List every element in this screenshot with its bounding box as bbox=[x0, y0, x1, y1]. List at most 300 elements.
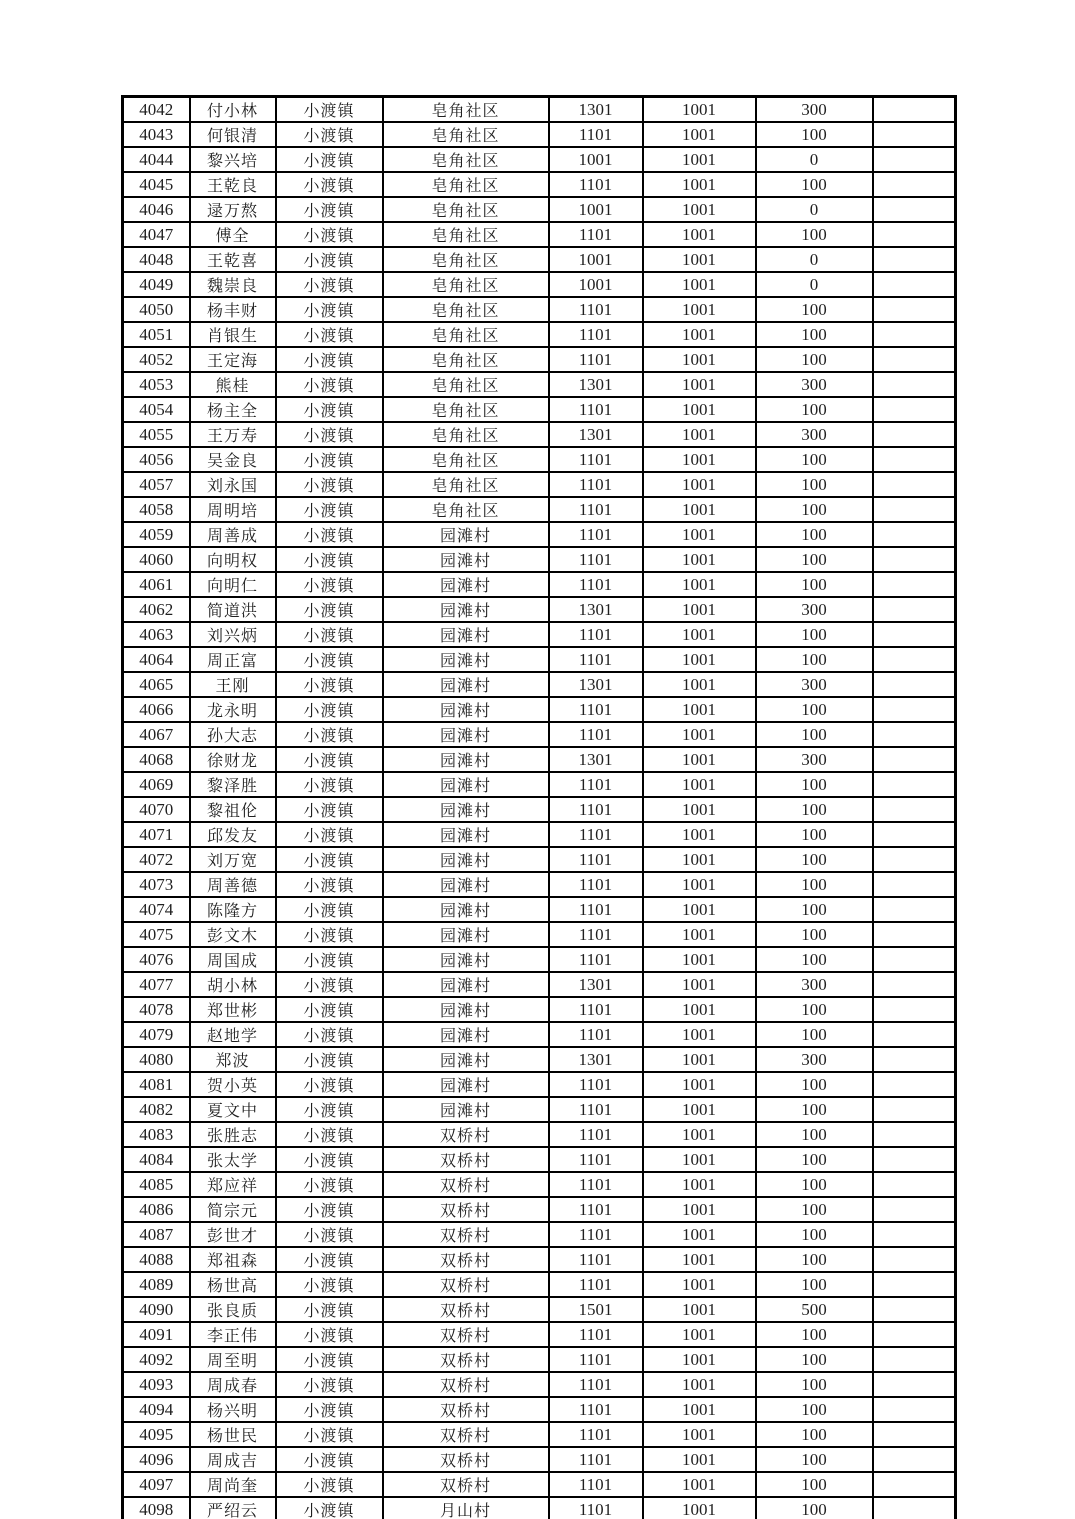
cell-value-2: 1001 bbox=[643, 397, 756, 422]
cell-town: 小渡镇 bbox=[276, 1197, 383, 1222]
cell-value-2: 1001 bbox=[643, 1072, 756, 1097]
cell-town: 小渡镇 bbox=[276, 822, 383, 847]
cell-person-name: 孙大志 bbox=[190, 722, 276, 747]
cell-empty bbox=[873, 1047, 956, 1072]
cell-value-2: 1001 bbox=[643, 1472, 756, 1497]
cell-value-2: 1001 bbox=[643, 822, 756, 847]
cell-serial-number: 4095 bbox=[123, 1422, 190, 1447]
cell-value-3: 500 bbox=[756, 1297, 873, 1322]
cell-value-3: 100 bbox=[756, 222, 873, 247]
cell-empty bbox=[873, 1097, 956, 1122]
cell-person-name: 杨丰财 bbox=[190, 297, 276, 322]
cell-person-name: 周善德 bbox=[190, 872, 276, 897]
cell-value-1: 1101 bbox=[549, 847, 643, 872]
cell-serial-number: 4084 bbox=[123, 1147, 190, 1172]
cell-value-3: 100 bbox=[756, 1397, 873, 1422]
cell-village: 双桥村 bbox=[383, 1397, 549, 1422]
cell-value-2: 1001 bbox=[643, 622, 756, 647]
cell-empty bbox=[873, 97, 956, 123]
table-row bbox=[123, 1122, 956, 1147]
table-row bbox=[123, 747, 956, 772]
table-row bbox=[123, 772, 956, 797]
cell-empty bbox=[873, 222, 956, 247]
cell-person-name: 王刚 bbox=[190, 672, 276, 697]
cell-person-name: 郑世彬 bbox=[190, 997, 276, 1022]
cell-town: 小渡镇 bbox=[276, 1272, 383, 1297]
cell-empty bbox=[873, 897, 956, 922]
cell-empty bbox=[873, 1072, 956, 1097]
cell-value-1: 1101 bbox=[549, 447, 643, 472]
cell-empty bbox=[873, 647, 956, 672]
cell-village: 园滩村 bbox=[383, 797, 549, 822]
cell-village: 园滩村 bbox=[383, 947, 549, 972]
cell-value-2: 1001 bbox=[643, 1397, 756, 1422]
cell-person-name: 彭世才 bbox=[190, 1222, 276, 1247]
cell-value-2: 1001 bbox=[643, 1372, 756, 1397]
cell-empty bbox=[873, 1172, 956, 1197]
cell-village: 月山村 bbox=[383, 1497, 549, 1519]
cell-serial-number: 4076 bbox=[123, 947, 190, 972]
cell-empty bbox=[873, 522, 956, 547]
cell-value-2: 1001 bbox=[643, 1172, 756, 1197]
cell-value-3: 100 bbox=[756, 922, 873, 947]
table-row bbox=[123, 147, 956, 172]
cell-value-2: 1001 bbox=[643, 797, 756, 822]
table-row bbox=[123, 897, 956, 922]
cell-person-name: 杨世民 bbox=[190, 1422, 276, 1447]
cell-town: 小渡镇 bbox=[276, 397, 383, 422]
cell-person-name: 黎泽胜 bbox=[190, 772, 276, 797]
cell-value-2: 1001 bbox=[643, 1247, 756, 1272]
cell-serial-number: 4074 bbox=[123, 897, 190, 922]
cell-town: 小渡镇 bbox=[276, 1172, 383, 1197]
cell-person-name: 杨主全 bbox=[190, 397, 276, 422]
cell-serial-number: 4051 bbox=[123, 322, 190, 347]
cell-empty bbox=[873, 1422, 956, 1447]
cell-empty bbox=[873, 247, 956, 272]
cell-town: 小渡镇 bbox=[276, 847, 383, 872]
cell-value-1: 1101 bbox=[549, 572, 643, 597]
cell-value-1: 1101 bbox=[549, 1147, 643, 1172]
cell-serial-number: 4088 bbox=[123, 1247, 190, 1272]
cell-empty bbox=[873, 197, 956, 222]
table-row bbox=[123, 972, 956, 997]
cell-value-2: 1001 bbox=[643, 1347, 756, 1372]
cell-serial-number: 4062 bbox=[123, 597, 190, 622]
cell-village: 园滩村 bbox=[383, 1022, 549, 1047]
cell-serial-number: 4060 bbox=[123, 547, 190, 572]
cell-value-3: 100 bbox=[756, 622, 873, 647]
table-row bbox=[123, 1272, 956, 1297]
beneficiary-table bbox=[121, 95, 957, 1519]
cell-value-3: 100 bbox=[756, 697, 873, 722]
cell-person-name: 龙永明 bbox=[190, 697, 276, 722]
cell-person-name: 吴金良 bbox=[190, 447, 276, 472]
table-row bbox=[123, 222, 956, 247]
cell-value-1: 1101 bbox=[549, 1397, 643, 1422]
cell-value-2: 1001 bbox=[643, 297, 756, 322]
cell-town: 小渡镇 bbox=[276, 647, 383, 672]
cell-value-1: 1101 bbox=[549, 1122, 643, 1147]
cell-village: 园滩村 bbox=[383, 872, 549, 897]
cell-person-name: 陈隆方 bbox=[190, 897, 276, 922]
cell-value-2: 1001 bbox=[643, 1147, 756, 1172]
cell-village: 园滩村 bbox=[383, 722, 549, 747]
cell-serial-number: 4097 bbox=[123, 1472, 190, 1497]
cell-town: 小渡镇 bbox=[276, 722, 383, 747]
cell-value-1: 1101 bbox=[549, 322, 643, 347]
cell-town: 小渡镇 bbox=[276, 497, 383, 522]
table-row bbox=[123, 1422, 956, 1447]
cell-village: 园滩村 bbox=[383, 772, 549, 797]
cell-value-2: 1001 bbox=[643, 747, 756, 772]
cell-person-name: 郑波 bbox=[190, 1047, 276, 1072]
cell-village: 皂角社区 bbox=[383, 222, 549, 247]
cell-value-3: 100 bbox=[756, 547, 873, 572]
cell-value-2: 1001 bbox=[643, 922, 756, 947]
cell-value-2: 1001 bbox=[643, 1197, 756, 1222]
cell-value-3: 100 bbox=[756, 1347, 873, 1372]
cell-value-3: 100 bbox=[756, 797, 873, 822]
table-row bbox=[123, 1447, 956, 1472]
cell-value-3: 100 bbox=[756, 497, 873, 522]
cell-village: 园滩村 bbox=[383, 922, 549, 947]
table-row bbox=[123, 1372, 956, 1397]
cell-value-1: 1101 bbox=[549, 497, 643, 522]
cell-value-3: 100 bbox=[756, 297, 873, 322]
cell-empty bbox=[873, 1272, 956, 1297]
cell-person-name: 肖银生 bbox=[190, 322, 276, 347]
cell-empty bbox=[873, 922, 956, 947]
cell-town: 小渡镇 bbox=[276, 222, 383, 247]
cell-empty bbox=[873, 947, 956, 972]
cell-serial-number: 4087 bbox=[123, 1222, 190, 1247]
cell-village: 双桥村 bbox=[383, 1447, 549, 1472]
cell-serial-number: 4064 bbox=[123, 647, 190, 672]
cell-value-2: 1001 bbox=[643, 772, 756, 797]
cell-village: 皂角社区 bbox=[383, 147, 549, 172]
table-row bbox=[123, 1147, 956, 1172]
cell-serial-number: 4048 bbox=[123, 247, 190, 272]
cell-value-2: 1001 bbox=[643, 647, 756, 672]
table-row bbox=[123, 722, 956, 747]
cell-town: 小渡镇 bbox=[276, 247, 383, 272]
table-row bbox=[123, 822, 956, 847]
cell-town: 小渡镇 bbox=[276, 1447, 383, 1472]
cell-empty bbox=[873, 1472, 956, 1497]
cell-value-2: 1001 bbox=[643, 147, 756, 172]
cell-village: 皂角社区 bbox=[383, 247, 549, 272]
cell-village: 皂角社区 bbox=[383, 122, 549, 147]
cell-person-name: 黎祖伦 bbox=[190, 797, 276, 822]
cell-town: 小渡镇 bbox=[276, 1097, 383, 1122]
table-row bbox=[123, 647, 956, 672]
cell-town: 小渡镇 bbox=[276, 122, 383, 147]
cell-value-3: 100 bbox=[756, 1022, 873, 1047]
cell-value-2: 1001 bbox=[643, 247, 756, 272]
cell-serial-number: 4058 bbox=[123, 497, 190, 522]
table-row bbox=[123, 1397, 956, 1422]
cell-value-3: 100 bbox=[756, 997, 873, 1022]
cell-empty bbox=[873, 1297, 956, 1322]
cell-value-1: 1301 bbox=[549, 422, 643, 447]
cell-empty bbox=[873, 122, 956, 147]
cell-serial-number: 4043 bbox=[123, 122, 190, 147]
cell-town: 小渡镇 bbox=[276, 347, 383, 372]
cell-person-name: 张良质 bbox=[190, 1297, 276, 1322]
cell-person-name: 张太学 bbox=[190, 1147, 276, 1172]
cell-empty bbox=[873, 447, 956, 472]
cell-person-name: 彭文木 bbox=[190, 922, 276, 947]
cell-empty bbox=[873, 272, 956, 297]
cell-person-name: 何银清 bbox=[190, 122, 276, 147]
table-row bbox=[123, 597, 956, 622]
cell-empty bbox=[873, 1372, 956, 1397]
cell-village: 皂角社区 bbox=[383, 497, 549, 522]
cell-village: 园滩村 bbox=[383, 822, 549, 847]
cell-person-name: 郑祖森 bbox=[190, 1247, 276, 1272]
cell-person-name: 周成春 bbox=[190, 1372, 276, 1397]
table-row bbox=[123, 397, 956, 422]
cell-town: 小渡镇 bbox=[276, 922, 383, 947]
cell-person-name: 刘兴炳 bbox=[190, 622, 276, 647]
table-row bbox=[123, 322, 956, 347]
cell-serial-number: 4094 bbox=[123, 1397, 190, 1422]
cell-person-name: 王乾良 bbox=[190, 172, 276, 197]
cell-value-3: 100 bbox=[756, 822, 873, 847]
cell-value-3: 100 bbox=[756, 1247, 873, 1272]
cell-empty bbox=[873, 1122, 956, 1147]
table-row bbox=[123, 247, 956, 272]
cell-town: 小渡镇 bbox=[276, 372, 383, 397]
cell-serial-number: 4081 bbox=[123, 1072, 190, 1097]
cell-village: 双桥村 bbox=[383, 1322, 549, 1347]
cell-town: 小渡镇 bbox=[276, 1397, 383, 1422]
cell-village: 皂角社区 bbox=[383, 397, 549, 422]
table-row bbox=[123, 547, 956, 572]
cell-value-1: 1101 bbox=[549, 297, 643, 322]
cell-value-2: 1001 bbox=[643, 1297, 756, 1322]
cell-serial-number: 4098 bbox=[123, 1497, 190, 1519]
cell-value-1: 1101 bbox=[549, 122, 643, 147]
cell-town: 小渡镇 bbox=[276, 97, 383, 123]
cell-village: 园滩村 bbox=[383, 547, 549, 572]
cell-town: 小渡镇 bbox=[276, 1022, 383, 1047]
table-row bbox=[123, 1247, 956, 1272]
cell-value-1: 1101 bbox=[549, 547, 643, 572]
table-row bbox=[123, 1497, 956, 1519]
cell-village: 双桥村 bbox=[383, 1372, 549, 1397]
cell-person-name: 周至明 bbox=[190, 1347, 276, 1372]
cell-serial-number: 4063 bbox=[123, 622, 190, 647]
cell-person-name: 杨兴明 bbox=[190, 1397, 276, 1422]
table-row bbox=[123, 372, 956, 397]
cell-value-3: 100 bbox=[756, 1272, 873, 1297]
cell-village: 双桥村 bbox=[383, 1272, 549, 1297]
cell-value-3: 100 bbox=[756, 522, 873, 547]
cell-value-2: 1001 bbox=[643, 1097, 756, 1122]
cell-value-1: 1101 bbox=[549, 797, 643, 822]
cell-value-1: 1301 bbox=[549, 597, 643, 622]
cell-serial-number: 4070 bbox=[123, 797, 190, 822]
cell-person-name: 胡小林 bbox=[190, 972, 276, 997]
cell-village: 皂角社区 bbox=[383, 372, 549, 397]
cell-town: 小渡镇 bbox=[276, 1047, 383, 1072]
cell-empty bbox=[873, 1322, 956, 1347]
cell-person-name: 徐财龙 bbox=[190, 747, 276, 772]
cell-value-3: 100 bbox=[756, 572, 873, 597]
cell-person-name: 付小林 bbox=[190, 97, 276, 123]
cell-empty bbox=[873, 497, 956, 522]
cell-empty bbox=[873, 1247, 956, 1272]
cell-town: 小渡镇 bbox=[276, 1122, 383, 1147]
cell-value-3: 300 bbox=[756, 597, 873, 622]
cell-person-name: 傅全 bbox=[190, 222, 276, 247]
cell-empty bbox=[873, 972, 956, 997]
cell-empty bbox=[873, 347, 956, 372]
cell-empty bbox=[873, 397, 956, 422]
cell-value-1: 1101 bbox=[549, 397, 643, 422]
cell-value-2: 1001 bbox=[643, 1447, 756, 1472]
cell-town: 小渡镇 bbox=[276, 172, 383, 197]
cell-value-2: 1001 bbox=[643, 347, 756, 372]
cell-empty bbox=[873, 872, 956, 897]
cell-town: 小渡镇 bbox=[276, 1247, 383, 1272]
cell-serial-number: 4054 bbox=[123, 397, 190, 422]
cell-value-2: 1001 bbox=[643, 897, 756, 922]
cell-village: 皂角社区 bbox=[383, 322, 549, 347]
cell-serial-number: 4080 bbox=[123, 1047, 190, 1072]
cell-serial-number: 4078 bbox=[123, 997, 190, 1022]
table-row bbox=[123, 1097, 956, 1122]
cell-value-3: 100 bbox=[756, 1072, 873, 1097]
cell-value-1: 1101 bbox=[549, 1497, 643, 1519]
table-row bbox=[123, 447, 956, 472]
cell-value-2: 1001 bbox=[643, 872, 756, 897]
cell-value-3: 300 bbox=[756, 972, 873, 997]
cell-person-name: 周正富 bbox=[190, 647, 276, 672]
cell-town: 小渡镇 bbox=[276, 897, 383, 922]
table-row bbox=[123, 947, 956, 972]
cell-value-1: 1101 bbox=[549, 222, 643, 247]
cell-person-name: 贺小英 bbox=[190, 1072, 276, 1097]
cell-town: 小渡镇 bbox=[276, 1372, 383, 1397]
cell-value-3: 100 bbox=[756, 447, 873, 472]
cell-person-name: 王定海 bbox=[190, 347, 276, 372]
cell-village: 皂角社区 bbox=[383, 197, 549, 222]
cell-person-name: 严绍云 bbox=[190, 1497, 276, 1519]
cell-empty bbox=[873, 547, 956, 572]
cell-value-2: 1001 bbox=[643, 572, 756, 597]
cell-value-3: 100 bbox=[756, 1222, 873, 1247]
cell-empty bbox=[873, 1197, 956, 1222]
cell-empty bbox=[873, 1397, 956, 1422]
cell-value-2: 1001 bbox=[643, 1122, 756, 1147]
cell-value-2: 1001 bbox=[643, 372, 756, 397]
cell-value-2: 1001 bbox=[643, 422, 756, 447]
cell-value-3: 300 bbox=[756, 1047, 873, 1072]
cell-empty bbox=[873, 297, 956, 322]
table-row bbox=[123, 197, 956, 222]
cell-serial-number: 4052 bbox=[123, 347, 190, 372]
cell-person-name: 郑应祥 bbox=[190, 1172, 276, 1197]
cell-value-3: 100 bbox=[756, 772, 873, 797]
table-row bbox=[123, 1047, 956, 1072]
cell-value-1: 1101 bbox=[549, 897, 643, 922]
table-row bbox=[123, 622, 956, 647]
cell-value-2: 1001 bbox=[643, 522, 756, 547]
table-row bbox=[123, 697, 956, 722]
cell-village: 皂角社区 bbox=[383, 272, 549, 297]
cell-town: 小渡镇 bbox=[276, 1422, 383, 1447]
cell-value-2: 1001 bbox=[643, 597, 756, 622]
cell-person-name: 夏文中 bbox=[190, 1097, 276, 1122]
cell-value-3: 300 bbox=[756, 747, 873, 772]
cell-person-name: 逯万熬 bbox=[190, 197, 276, 222]
cell-value-1: 1101 bbox=[549, 172, 643, 197]
table-row bbox=[123, 572, 956, 597]
cell-serial-number: 4057 bbox=[123, 472, 190, 497]
cell-value-1: 1101 bbox=[549, 347, 643, 372]
cell-village: 园滩村 bbox=[383, 997, 549, 1022]
cell-person-name: 李正伟 bbox=[190, 1322, 276, 1347]
cell-value-1: 1301 bbox=[549, 747, 643, 772]
cell-value-1: 1101 bbox=[549, 1347, 643, 1372]
cell-empty bbox=[873, 1222, 956, 1247]
cell-serial-number: 4091 bbox=[123, 1322, 190, 1347]
cell-town: 小渡镇 bbox=[276, 1347, 383, 1372]
cell-village: 园滩村 bbox=[383, 1047, 549, 1072]
cell-town: 小渡镇 bbox=[276, 447, 383, 472]
cell-value-3: 100 bbox=[756, 722, 873, 747]
cell-serial-number: 4055 bbox=[123, 422, 190, 447]
table-row bbox=[123, 1322, 956, 1347]
table-row bbox=[123, 1022, 956, 1047]
cell-town: 小渡镇 bbox=[276, 1147, 383, 1172]
cell-town: 小渡镇 bbox=[276, 1497, 383, 1519]
cell-value-2: 1001 bbox=[643, 997, 756, 1022]
cell-person-name: 周明培 bbox=[190, 497, 276, 522]
cell-serial-number: 4044 bbox=[123, 147, 190, 172]
cell-value-1: 1101 bbox=[549, 1222, 643, 1247]
table-row bbox=[123, 1222, 956, 1247]
cell-value-3: 100 bbox=[756, 1197, 873, 1222]
table-row bbox=[123, 347, 956, 372]
cell-value-2: 1001 bbox=[643, 672, 756, 697]
cell-serial-number: 4082 bbox=[123, 1097, 190, 1122]
cell-village: 皂角社区 bbox=[383, 447, 549, 472]
cell-serial-number: 4061 bbox=[123, 572, 190, 597]
cell-value-2: 1001 bbox=[643, 97, 756, 123]
cell-value-2: 1001 bbox=[643, 272, 756, 297]
cell-serial-number: 4049 bbox=[123, 272, 190, 297]
cell-value-3: 100 bbox=[756, 1172, 873, 1197]
cell-town: 小渡镇 bbox=[276, 972, 383, 997]
cell-empty bbox=[873, 1022, 956, 1047]
cell-value-1: 1101 bbox=[549, 872, 643, 897]
cell-village: 双桥村 bbox=[383, 1347, 549, 1372]
cell-town: 小渡镇 bbox=[276, 472, 383, 497]
cell-value-3: 100 bbox=[756, 947, 873, 972]
table-row bbox=[123, 472, 956, 497]
cell-value-3: 100 bbox=[756, 347, 873, 372]
cell-serial-number: 4083 bbox=[123, 1122, 190, 1147]
cell-value-1: 1101 bbox=[549, 997, 643, 1022]
cell-value-1: 1001 bbox=[549, 272, 643, 297]
cell-empty bbox=[873, 472, 956, 497]
cell-value-3: 100 bbox=[756, 1447, 873, 1472]
cell-value-3: 0 bbox=[756, 247, 873, 272]
